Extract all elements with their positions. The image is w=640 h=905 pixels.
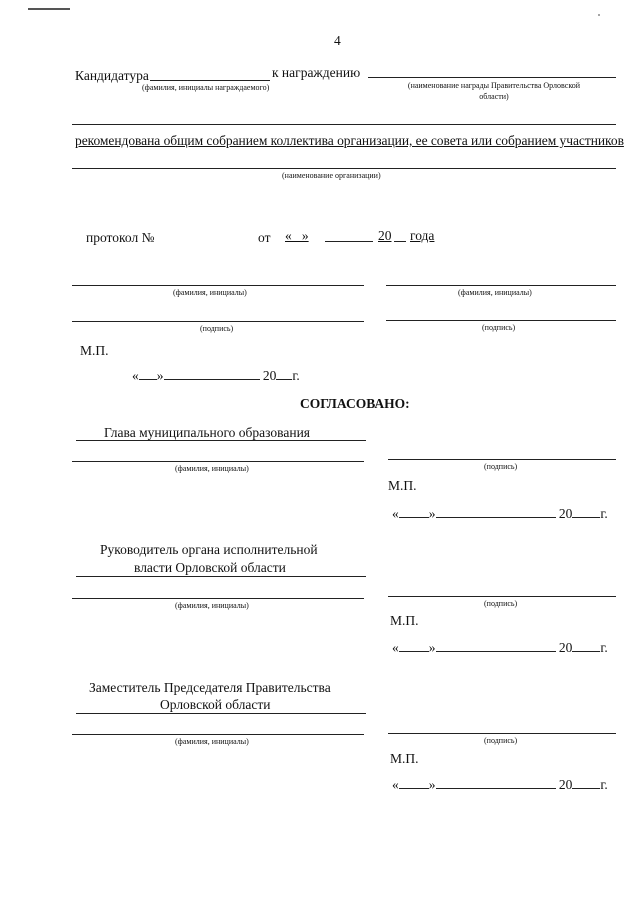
block1-stamp: М.П. <box>388 478 417 493</box>
protocol-month-blank <box>325 241 373 242</box>
date-year-prefix: 20 <box>558 506 573 521</box>
block3-sign-hint: (подпись) <box>484 736 518 745</box>
award-hint-line-1: (наименование награды Правительства Орловской <box>407 81 581 90</box>
page-number: 4 <box>334 33 341 48</box>
candidate-name-blank <box>150 80 270 81</box>
protocol-date-quotes: « » <box>285 228 309 243</box>
block2-stamp: М.П. <box>390 613 419 628</box>
block3-date-line <box>392 778 608 792</box>
block2-fio-hint: (фамилия, инициалы) <box>175 601 249 610</box>
date-day-blank <box>399 651 429 652</box>
block2-title-line-2: власти Орловской области <box>134 560 286 575</box>
recommended-text: рекомендована общим собранием коллектива организации, ее совета или собранием участников <box>75 133 624 148</box>
date-open-quote: « <box>392 640 399 655</box>
block3-title-line-1: Заместитель Председателя Правительства <box>89 680 331 695</box>
protocol-from: от <box>258 230 271 245</box>
org-blank-line-1 <box>72 124 616 125</box>
protocol-year-blank <box>394 241 406 242</box>
block1-title-underline <box>76 440 366 441</box>
date-year-suffix: г. <box>600 506 608 521</box>
date-year-blank <box>572 517 600 518</box>
agreed-heading: СОГЛАСОВАНО: <box>300 396 410 411</box>
date-close-quote: » <box>156 368 164 383</box>
date-close-quote: » <box>428 506 436 521</box>
fio-hint-left-1: (фамилия, инициалы) <box>173 288 247 297</box>
fio-line-right-1 <box>386 285 616 286</box>
date-close-quote: » <box>428 640 436 655</box>
org-hint: (наименование организации) <box>282 171 381 180</box>
block1-date-line <box>392 507 608 521</box>
block2-title-line-1: Руководитель органа исполнительной <box>100 542 318 557</box>
date-year-prefix: 20 <box>558 640 573 655</box>
date-year-blank <box>572 651 600 652</box>
org-blank-line-2 <box>72 168 616 169</box>
date-day-blank <box>399 788 429 789</box>
date-month-blank <box>436 788 556 789</box>
protocol-year-20: 20 <box>378 228 392 243</box>
date-close-quote: » <box>428 777 436 792</box>
block3-fio-line <box>72 734 364 735</box>
block2-fio-line <box>72 598 364 599</box>
block3-sign-line <box>388 733 616 734</box>
candidate-name-hint: (фамилия, инициалы награждаемого) <box>142 83 270 92</box>
protocol-label: протокол № <box>86 230 155 245</box>
block1-title: Глава муниципального образования <box>104 425 311 440</box>
award-hint-line-2: области) <box>479 92 509 101</box>
block3-title-line-2: Орловской области <box>160 697 271 712</box>
block1-sign-hint: (подпись) <box>484 462 518 471</box>
block1-fio-hint: (фамилия, инициалы) <box>175 464 249 473</box>
date-month-blank <box>436 651 556 652</box>
block2-sign-hint: (подпись) <box>484 599 518 608</box>
date-year-suffix: г. <box>600 640 608 655</box>
block2-date-line <box>392 641 608 655</box>
block3-title-underline <box>76 713 366 714</box>
block1-sign-line <box>388 459 616 460</box>
date-day-blank <box>139 379 157 380</box>
stamp-label-1: М.П. <box>80 343 109 358</box>
date-year-blank <box>572 788 600 789</box>
fio-line-left-1 <box>72 285 364 286</box>
protocol-year-word: года <box>410 228 435 243</box>
date-year-suffix: г. <box>600 777 608 792</box>
award-name-hint <box>388 82 600 101</box>
sign-line-left-1 <box>72 321 364 322</box>
sign-line-right-1 <box>386 320 616 321</box>
award-name-blank <box>368 77 616 78</box>
fio-hint-right-1: (фамилия, инициалы) <box>458 288 532 297</box>
to-award-label: к награждению <box>272 65 361 80</box>
date-line-1 <box>132 369 300 383</box>
date-year-prefix: 20 <box>262 368 277 383</box>
block3-stamp: М.П. <box>390 751 419 766</box>
date-year-blank <box>276 379 292 380</box>
date-day-blank <box>399 517 429 518</box>
date-month-blank <box>164 379 260 380</box>
block1-fio-line <box>72 461 364 462</box>
block3-fio-hint: (фамилия, инициалы) <box>175 737 249 746</box>
date-year-suffix: г. <box>292 368 300 383</box>
date-open-quote: « <box>392 506 399 521</box>
date-open-quote: « <box>132 368 139 383</box>
sign-hint-left-1: (подпись) <box>200 324 234 333</box>
sign-hint-right-1: (подпись) <box>482 323 516 332</box>
date-open-quote: « <box>392 777 399 792</box>
scan-edge-mark <box>28 8 70 10</box>
block2-sign-line <box>388 596 616 597</box>
block2-title-underline <box>76 576 366 577</box>
scan-speck <box>598 14 600 16</box>
date-year-prefix: 20 <box>558 777 573 792</box>
date-month-blank <box>436 517 556 518</box>
candidate-label: Кандидатура <box>75 68 149 83</box>
